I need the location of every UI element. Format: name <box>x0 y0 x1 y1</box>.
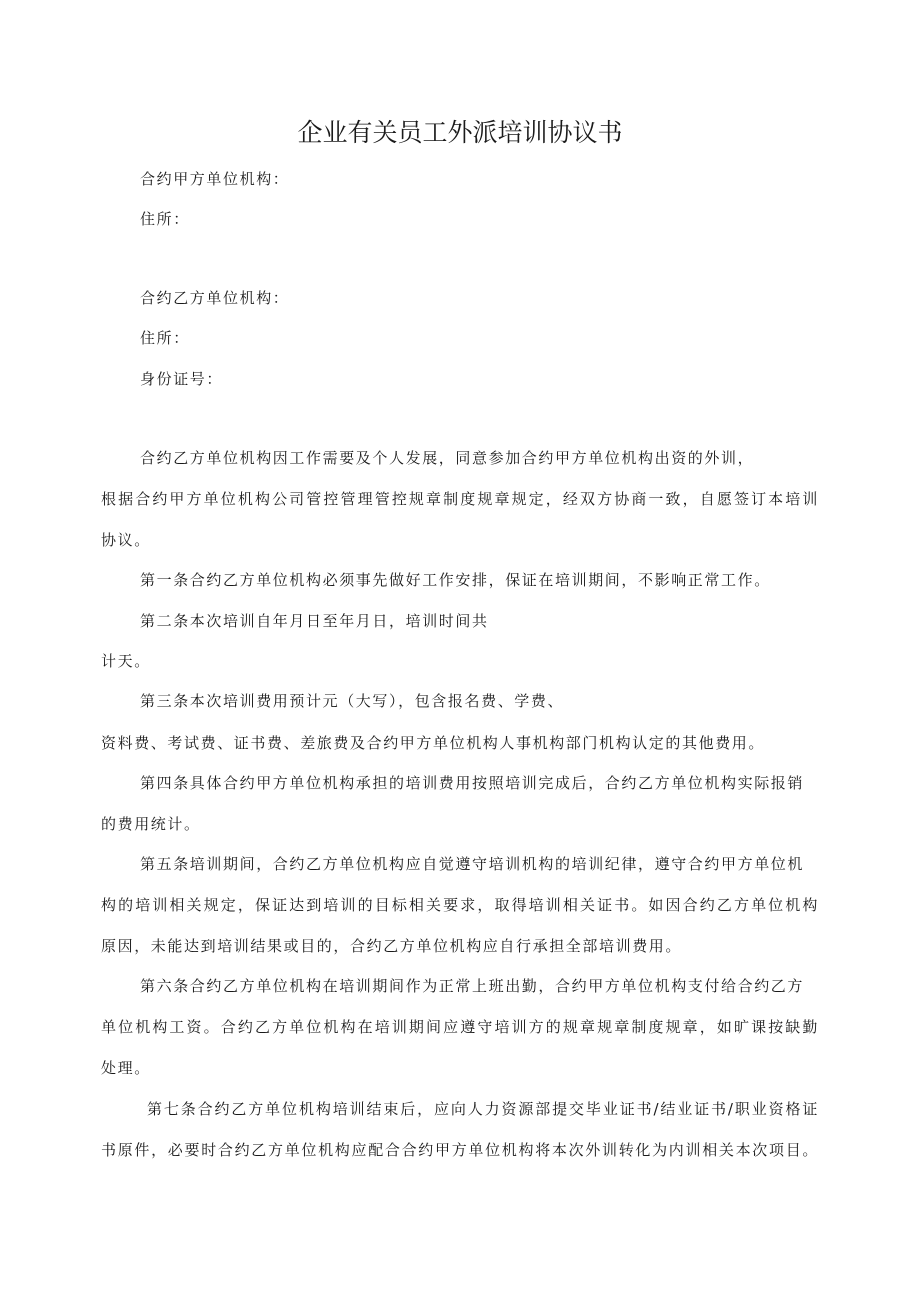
document-title: 企业有关员工外派培训协议书 <box>297 118 623 147</box>
body-line: 资料费、考试费、证书费、差旅费及合约甲方单位机构人事机构部门机构认定的其他费用。 <box>101 734 766 752</box>
body-line: 计天。 <box>101 652 151 670</box>
body-line: 的费用统计。 <box>101 815 201 833</box>
body-line: 单位机构工资。合约乙方单位机构在培训期间应遵守培训方的规章规章制度规章，如旷课按缺勤 <box>101 1018 819 1036</box>
body-line: 第七条合约乙方单位机构培训结束后，应向人力资源部提交毕业证书/结业证书/职业资格证 <box>147 1100 819 1118</box>
body-line: 书原件，必要时合约乙方单位机构应配合合约甲方单位机构将本次外训转化为内训相关本次项目。 <box>101 1141 819 1159</box>
body-line: 第四条具体合约甲方单位机构承担的培训费用按照培训完成后，合约乙方单位机构实际报销 <box>140 774 805 792</box>
body-line: 原因，未能达到培训结果或目的，合约乙方单位机构应自行承担全部培训费用。 <box>101 937 683 955</box>
body-line: 处理。 <box>101 1059 151 1077</box>
party-a-address-label: 住所： <box>140 210 190 228</box>
body-line: 协议。 <box>101 531 151 549</box>
body-line: 第三条本次培训费用预计元（大写），包含报名费、学费、 <box>140 692 565 710</box>
party-b-id-label: 身份证号： <box>140 370 224 388</box>
party-b-org-label: 合约乙方单位机构： <box>140 289 290 307</box>
body-line: 第五条培训期间，合约乙方单位机构应自觉遵守培训机构的培训纪律，遵守合约甲方单位机 <box>140 855 805 873</box>
body-line: 第二条本次培训自年月日至年月日，培训时间共 <box>140 612 489 630</box>
party-a-org-label: 合约甲方单位机构： <box>140 170 290 188</box>
body-line: 合约乙方单位机构因工作需要及个人发展，同意参加合约甲方单位机构出资的外训， <box>140 449 755 467</box>
body-line: 第六条合约乙方单位机构在培训期间作为正常上班出勤，合约甲方单位机构支付给合约乙方 <box>140 977 805 995</box>
body-line: 构的培训相关规定，保证达到培训的目标相关要求，取得培训相关证书。如因合约乙方单位机构 <box>101 896 819 914</box>
body-line: 第一条合约乙方单位机构必须事先做好工作安排，保证在培训期间，不影响正常工作。 <box>140 571 771 589</box>
body-line: 根据合约甲方单位机构公司管控管理管控规章制度规章规定，经双方协商一致，自愿签订本培训 <box>101 490 819 508</box>
party-b-address-label: 住所： <box>140 329 190 347</box>
